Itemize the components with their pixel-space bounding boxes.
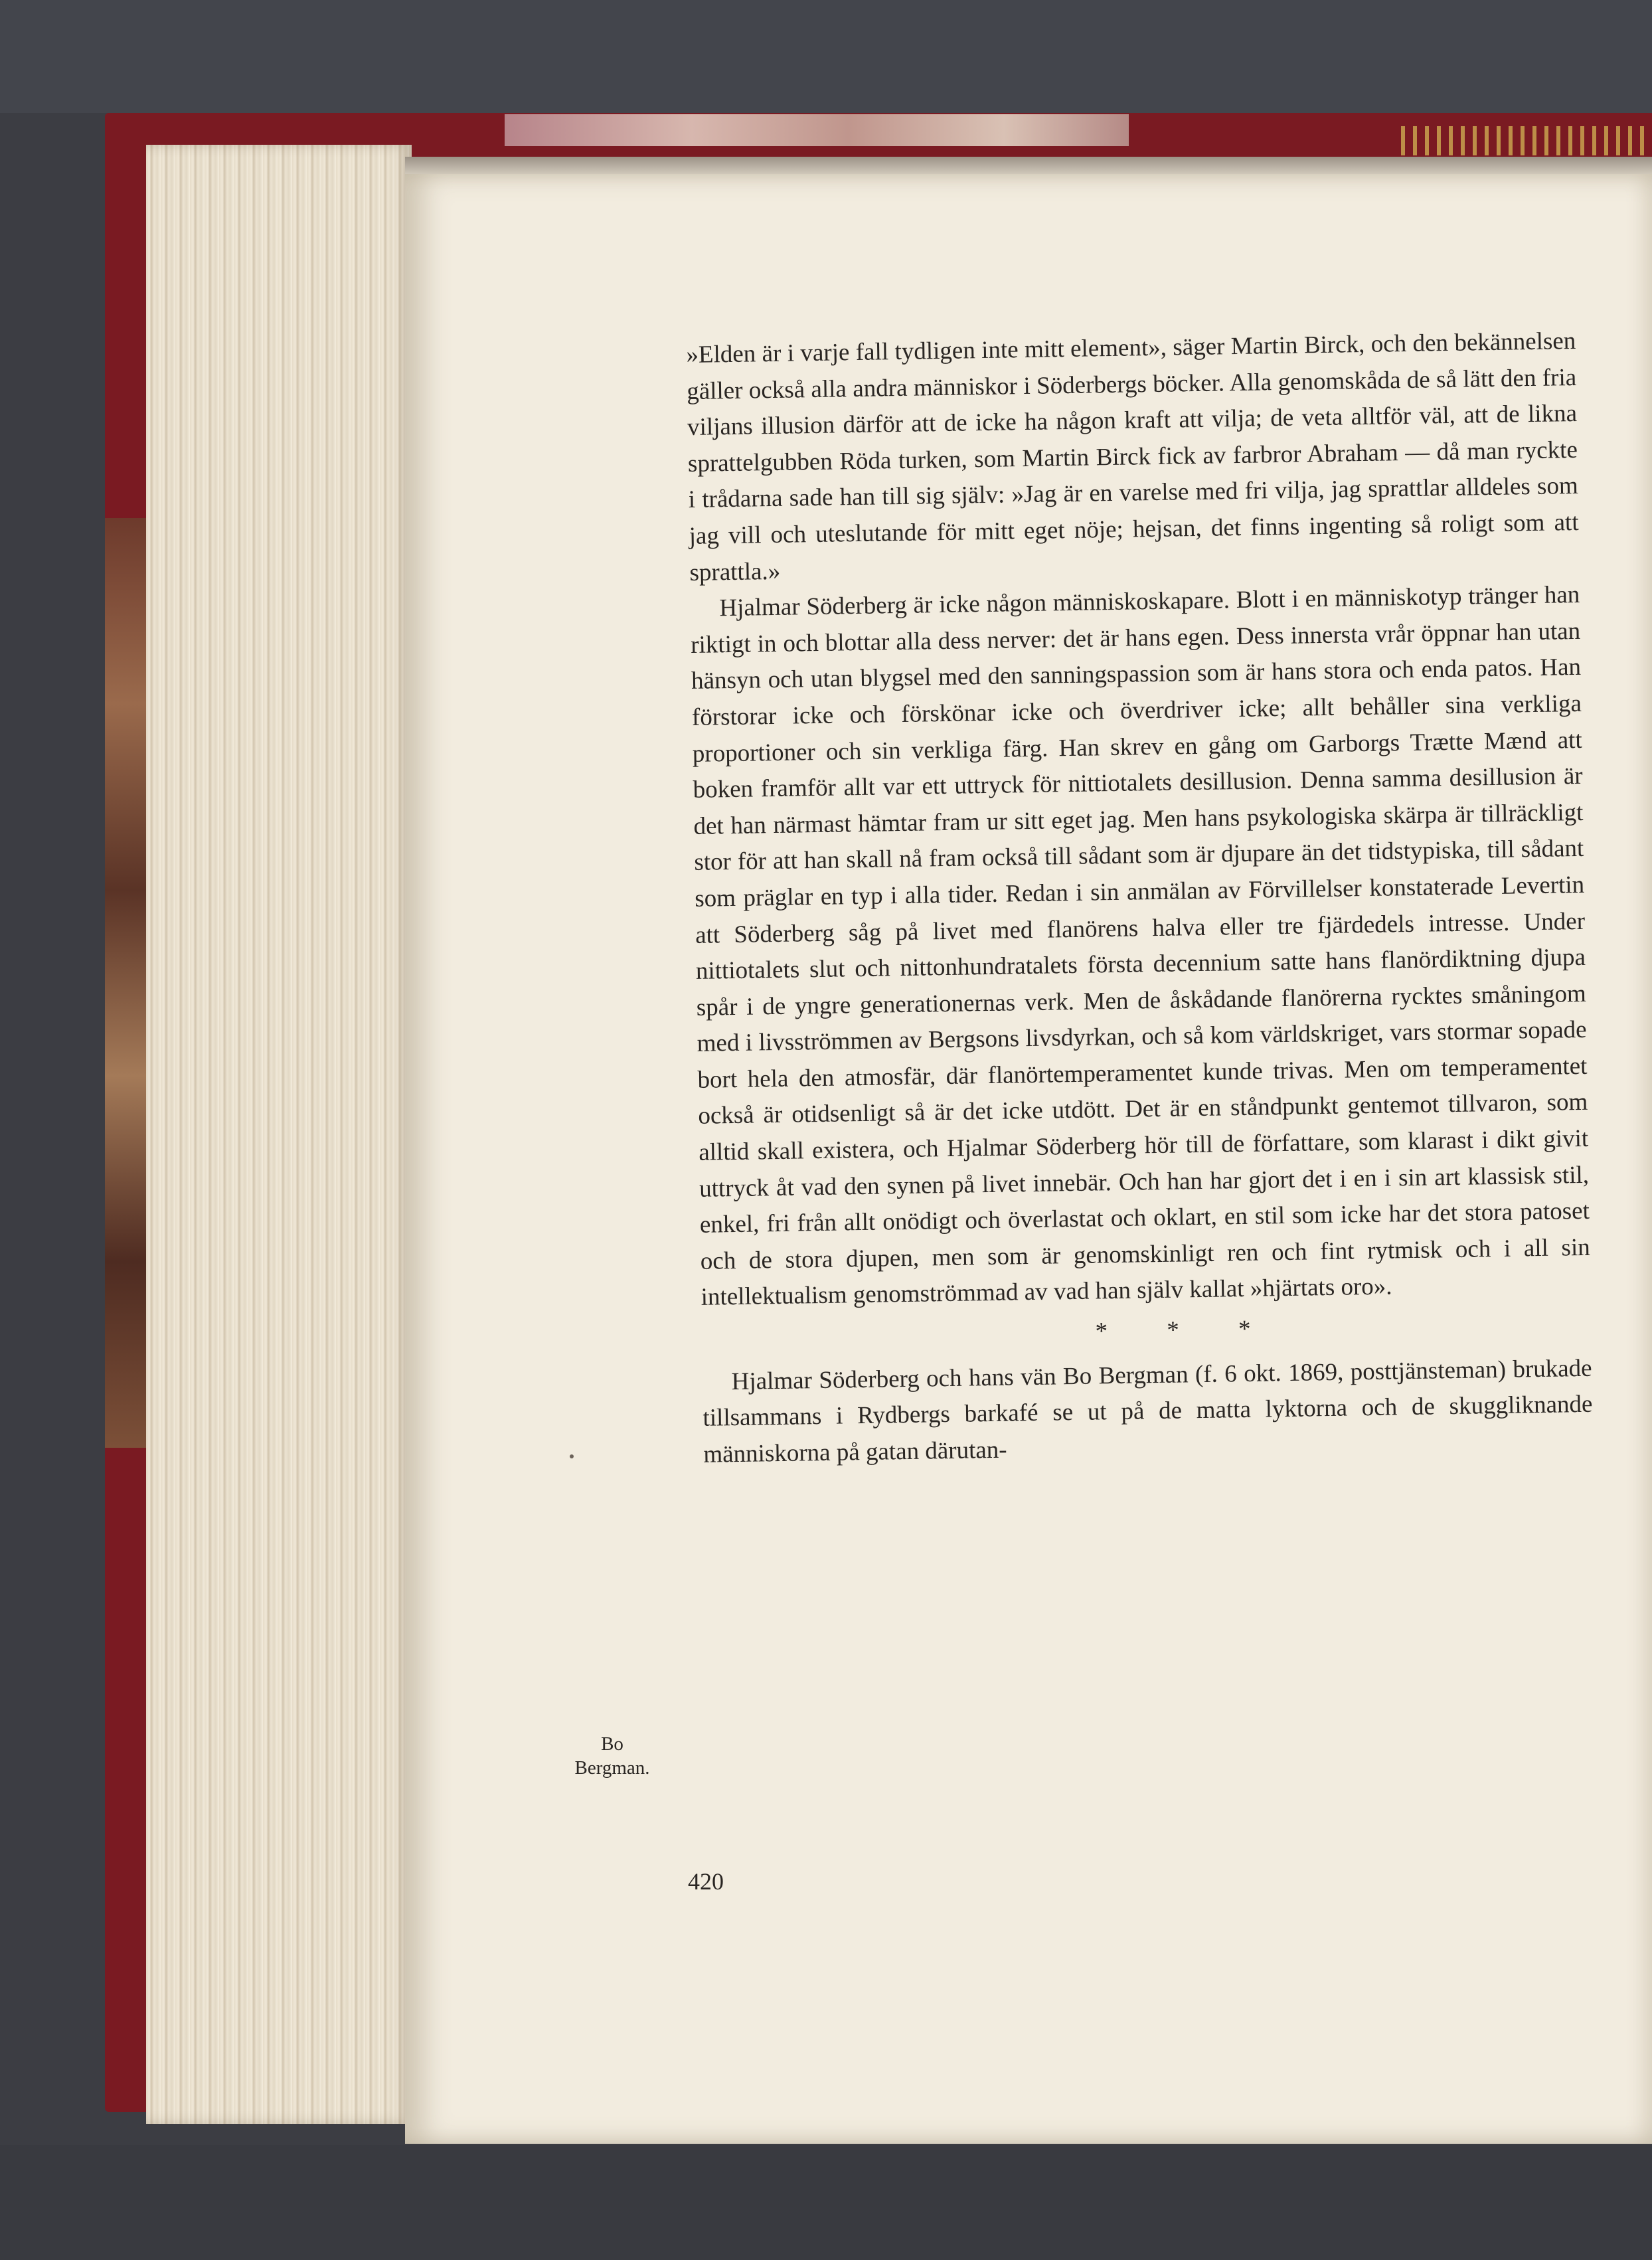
section-break: * * * bbox=[1095, 1315, 1251, 1346]
margin-note: Bo Bergman. bbox=[574, 1733, 650, 1779]
paragraph: Hjalmar Söderberg och hans vän Bo Bergman (f. 6 okt. 1869, posttjänsteman) brukade tillsammans i Rydbergs barkafé se ut på de matta lyktorna och de skuggliknande människorna på gatan därutan- bbox=[702, 1354, 1593, 1468]
page-number: 420 bbox=[688, 1868, 724, 1895]
paragraph: Hjalmar Söderberg är icke någon människoskapare. Blott i en människotyp tränger han riktigt in och blottar alla dess nerver: det är hans egen. Dess innersta vrår öppnar han utan hänsyn och utan blygsel med den sanningspassion som är hans stora och enda patos. Han förstorar icke och förskönar icke och överdriver icke; allt behåller sina verkliga proportioner och sin verkliga färg. Han skrev en gång om Garborgs Trætte Mænd att boken framför allt var ett uttryck för nittiotalets desillusion. Denna samma desillusion är det han närmast hämtar fram ur sitt eget jag. Men hans psykologiska skärpa är tillräckligt stor för att han skall nå fram också till sådant som är djupare än det tidstypiska, till sådant som präglar en typ i alla tider. Redan i sin anmälan av Förvillelser konstaterade Levertin att Söderberg såg på livet med flanörens halva eller tre fjärdedels intresse. Under nittiotalets slut och nittonhundratalets första decennium satte hans flanördiktning djupa spår i de yngre generationernas verk. Men de åskådande flanörerna rycktes småningom med i livsströmmen av Bergsons livsdyrkan, och så kom världskriget, vars stormar sopade bort hela den atmosfär, där flanörtemperamentet kunde trivas. Men om temperamentet också är otidsenligt så är det icke utdött. Det är en ståndpunkt gentemot tillvaron, som alltid skall existera, och Hjalmar Söderberg hör till de författare, som klarast i dikt givit uttryck åt vad den synen på livet innebär. Och han har gjort det i en i sin art klassisk stil, enkel, fri från allt onödigt och överlastat och oklart, en stil som icke har det stora patoset och de stora djupen, men som är genomskinligt ren och fint rytmisk och i all sin intellektualism genomströmmad av vad han själv kallat »hjärtats oro». bbox=[690, 581, 1591, 1312]
top-marbled-edge bbox=[505, 114, 1129, 146]
paragraph: »Elden är i varje fall tydligen inte mitt element», säger Martin Birck, och den bekännelsen gäller också alla andra människor i Söderbergs böcker. Alla genomskåda de så lätt den fria viljans illusion därför att de icke ha någon kraft att vilja; de veta alltför väl, att de likna sprattelgubben Röda turken, som Martin Birck fick av farbror Abraham — då man ryckte i trådarna sade han till sig själv: »Jag är en varelse med fri vilja, jag sprattlar alldeles som jag vill och uteslutande för mitt eget nöje; hejsan, det finns ingenting så roligt som att sprattla.» bbox=[686, 327, 1579, 586]
spine-gilding bbox=[1401, 126, 1652, 155]
cover-marbled-edge bbox=[105, 518, 151, 1448]
margin-dot bbox=[570, 1454, 574, 1458]
page-block-edges bbox=[146, 145, 412, 2124]
page-body-text bbox=[686, 323, 1594, 1473]
background-top bbox=[0, 0, 1652, 113]
background-bottom bbox=[0, 2145, 1652, 2260]
